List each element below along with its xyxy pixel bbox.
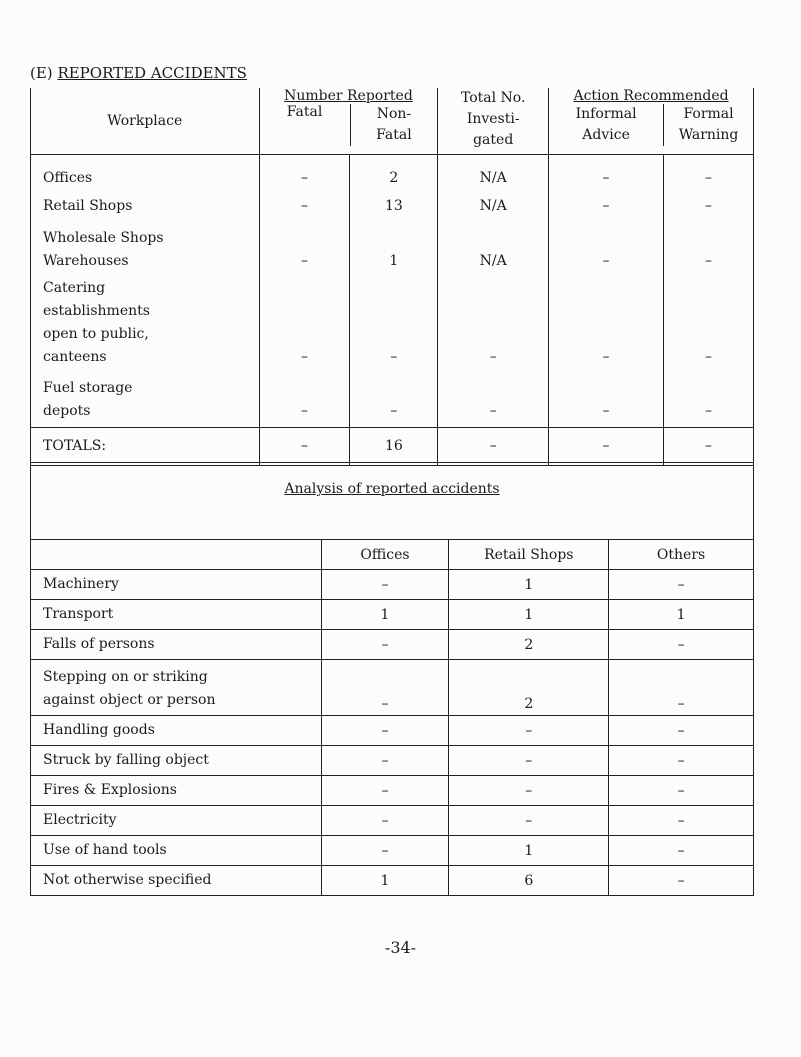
analysis-row-label: Not otherwise specified	[31, 866, 322, 896]
analysis-value-cell: 1	[449, 836, 609, 866]
analysis-value-cell: –	[609, 776, 754, 806]
analysis-value-cell: –	[609, 836, 754, 866]
formal-cell: –	[664, 373, 754, 427]
analysis-row	[31, 570, 754, 600]
analysis-value-cell: 6	[449, 866, 609, 896]
analysis-value-cell: –	[321, 836, 449, 866]
analysis-value-cell: 1	[449, 570, 609, 600]
investigated-cell: N/A	[438, 154, 549, 194]
analysis-row-label: Falls of persons	[31, 630, 322, 660]
analysis-row-label: Use of hand tools	[31, 836, 322, 866]
investigated-cell: –	[438, 373, 549, 427]
analysis-row	[31, 600, 754, 630]
analysis-value-cell: –	[609, 866, 754, 896]
investigated-cell: N/A	[438, 194, 549, 222]
section-prefix: (E)	[30, 64, 53, 82]
analysis-value-cell: 1	[609, 600, 754, 630]
non-fatal-cell: –	[350, 373, 438, 427]
fatal-cell: –	[259, 194, 350, 222]
analysis-row	[31, 866, 754, 896]
analysis-col-retail: Retail Shops	[449, 540, 609, 570]
analysis-row-label: Electricity	[31, 806, 322, 836]
workplace-row	[31, 194, 754, 222]
section-heading	[30, 64, 247, 82]
formal-cell: –	[664, 222, 754, 277]
analysis-value-cell: –	[321, 746, 449, 776]
informal-cell: –	[549, 373, 664, 427]
analysis-value-cell: –	[321, 716, 449, 746]
header-non-fatal: Non- Fatal	[376, 106, 412, 143]
page-number: -34-	[384, 938, 417, 957]
fatal-cell: –	[259, 154, 350, 194]
fatal-cell: –	[259, 373, 350, 427]
header-workplace: Workplace	[31, 88, 260, 154]
workplace-cell: Offices	[31, 154, 260, 194]
workplace-row	[31, 277, 754, 373]
analysis-row	[31, 836, 754, 866]
header-formal-warning: Formal Warning	[678, 106, 739, 143]
analysis-title: Analysis of reported accidents	[284, 481, 500, 497]
investigated-cell: –	[438, 277, 549, 373]
analysis-value-cell: –	[321, 570, 449, 600]
analysis-value-cell: –	[609, 716, 754, 746]
analysis-row-label: Stepping on or striking against object or person	[31, 660, 322, 716]
analysis-col-offices: Offices	[321, 540, 449, 570]
analysis-row	[31, 806, 754, 836]
analysis-value-cell: –	[321, 660, 449, 716]
informal-cell: –	[549, 277, 664, 373]
analysis-value-cell: –	[609, 746, 754, 776]
totals-informal: –	[549, 427, 664, 465]
informal-cell: –	[549, 154, 664, 194]
analysis-row	[31, 630, 754, 660]
analysis-value-cell: –	[609, 570, 754, 600]
workplace-cell: Fuel storage depots	[31, 373, 260, 427]
analysis-row-label: Fires & Explosions	[31, 776, 322, 806]
analysis-row-label: Handling goods	[31, 716, 322, 746]
non-fatal-cell: –	[350, 277, 438, 373]
analysis-value-cell: –	[449, 716, 609, 746]
header-action-recommended	[549, 88, 754, 154]
header-informal-advice: Informal Advice	[549, 104, 664, 146]
analysis-row-label: Transport	[31, 600, 322, 630]
analysis-corner	[31, 540, 322, 570]
analysis-value-cell: –	[609, 806, 754, 836]
header-fatal: Fatal	[260, 104, 351, 146]
section-title: REPORTED ACCIDENTS	[57, 64, 247, 82]
workplace-row	[31, 154, 754, 194]
formal-cell: –	[664, 277, 754, 373]
analysis-row-label: Machinery	[31, 570, 322, 600]
formal-cell: –	[664, 154, 754, 194]
analysis-row	[31, 716, 754, 746]
analysis-table	[30, 462, 754, 896]
analysis-value-cell: –	[449, 746, 609, 776]
formal-cell: –	[664, 194, 754, 222]
analysis-value-cell: 1	[321, 600, 449, 630]
totals-investigated: –	[438, 427, 549, 465]
analysis-row-label: Struck by falling object	[31, 746, 322, 776]
non-fatal-cell: 13	[350, 194, 438, 222]
non-fatal-cell: 2	[350, 154, 438, 194]
fatal-cell: –	[259, 277, 350, 373]
reported-accidents-table	[30, 88, 754, 466]
analysis-col-others: Others	[609, 540, 754, 570]
analysis-value-cell: 1	[321, 866, 449, 896]
totals-fatal: –	[259, 427, 350, 465]
totals-formal: –	[664, 427, 754, 465]
analysis-row	[31, 660, 754, 716]
header-number-reported	[259, 88, 438, 154]
workplace-cell: Catering establishments open to public, canteens	[31, 277, 260, 373]
analysis-value-cell: 2	[449, 660, 609, 716]
analysis-value-cell: 2	[449, 630, 609, 660]
totals-non-fatal: 16	[350, 427, 438, 465]
analysis-value-cell: –	[321, 806, 449, 836]
analysis-title-cell	[31, 463, 754, 540]
workplace-row	[31, 373, 754, 427]
analysis-value-cell: –	[609, 630, 754, 660]
informal-cell: –	[549, 194, 664, 222]
investigated-cell: N/A	[438, 222, 549, 277]
analysis-value-cell: –	[449, 776, 609, 806]
analysis-value-cell: –	[321, 630, 449, 660]
analysis-value-cell: –	[609, 660, 754, 716]
analysis-value-cell: 1	[449, 600, 609, 630]
informal-cell: –	[549, 222, 664, 277]
analysis-row	[31, 776, 754, 806]
non-fatal-cell: 1	[350, 222, 438, 277]
workplace-row	[31, 222, 754, 277]
analysis-value-cell: –	[449, 806, 609, 836]
workplace-cell: Wholesale Shops Warehouses	[31, 222, 260, 277]
workplace-cell: Retail Shops	[31, 194, 260, 222]
header-total-investigated: Total No. Investi- gated	[438, 88, 549, 154]
header-action-recommended-label: Action Recommended	[573, 88, 729, 104]
fatal-cell: –	[259, 222, 350, 277]
totals-label: TOTALS:	[31, 427, 260, 465]
header-number-reported-label: Number Reported	[284, 88, 413, 104]
analysis-row	[31, 746, 754, 776]
analysis-value-cell: –	[321, 776, 449, 806]
